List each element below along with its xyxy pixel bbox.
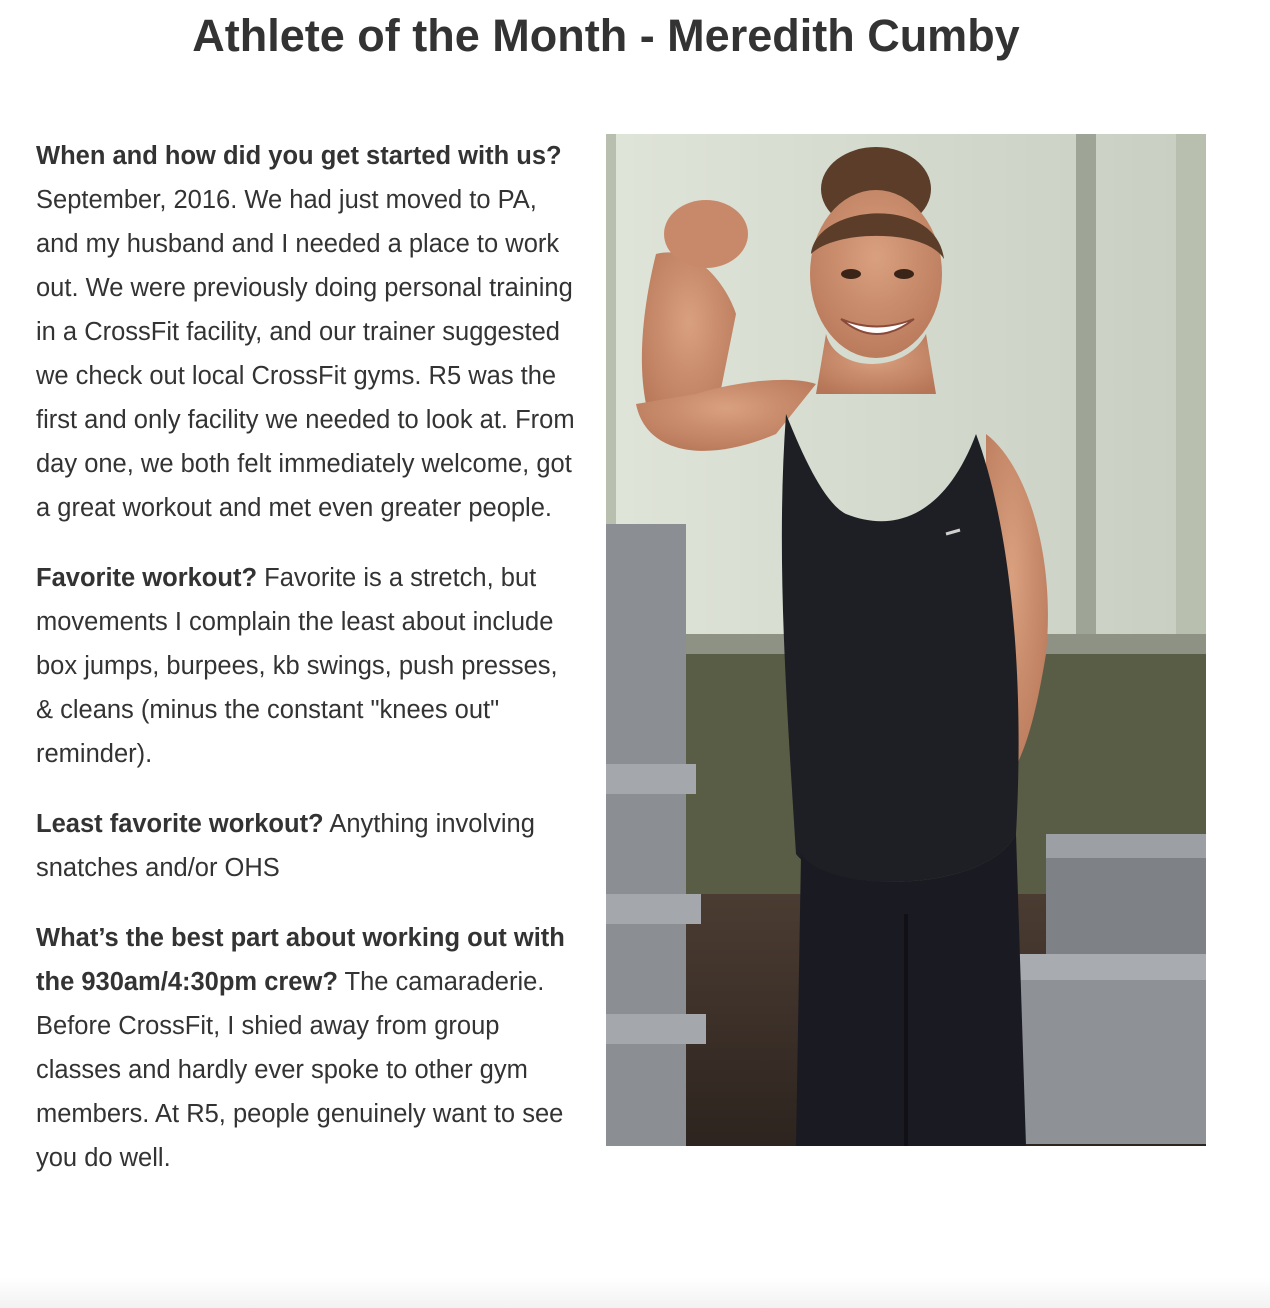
page-title: Athlete of the Month - Meredith Cumby: [192, 10, 1020, 61]
answer-text: Favorite is a stretch, but movements I complain the least about include box jumps, burpees, kb swings, push presses, & cleans (minus the constant "knees out" reminder).: [36, 564, 558, 768]
answer-text: The camaraderie. Before CrossFit, I shied away from group classes and hardly ever spoke to other gym members. At R5, people genuinely want to see you do well.: [36, 968, 564, 1172]
bottom-fade: [0, 1278, 1270, 1308]
question-text: Least favorite workout?: [36, 810, 324, 838]
qa-section-least-favorite: [36, 802, 581, 890]
question-text: When and how did you get started with us?: [36, 142, 562, 170]
athlete-photo: [606, 134, 1206, 1146]
answer-text: September, 2016. We had just moved to PA, and my husband and I needed a place to work out. We were previously doing personal training in a CrossFit facility, and our trainer suggested we check out local CrossFit gyms. R5 was the first and only facility we needed to look at. From day one, we both felt immediately welcome, got a great workout and met even greater people.: [36, 186, 575, 522]
qa-section-crew: [36, 916, 581, 1180]
qa-section-favorite: [36, 556, 581, 776]
question-text: What’s the best part about working out with the 930am/4:30pm crew?: [36, 924, 565, 996]
question-text: Favorite workout?: [36, 564, 258, 592]
article-body: [36, 134, 581, 1206]
qa-section-start: [36, 134, 581, 530]
answer-text: Anything involving snatches and/or OHS: [36, 810, 535, 882]
